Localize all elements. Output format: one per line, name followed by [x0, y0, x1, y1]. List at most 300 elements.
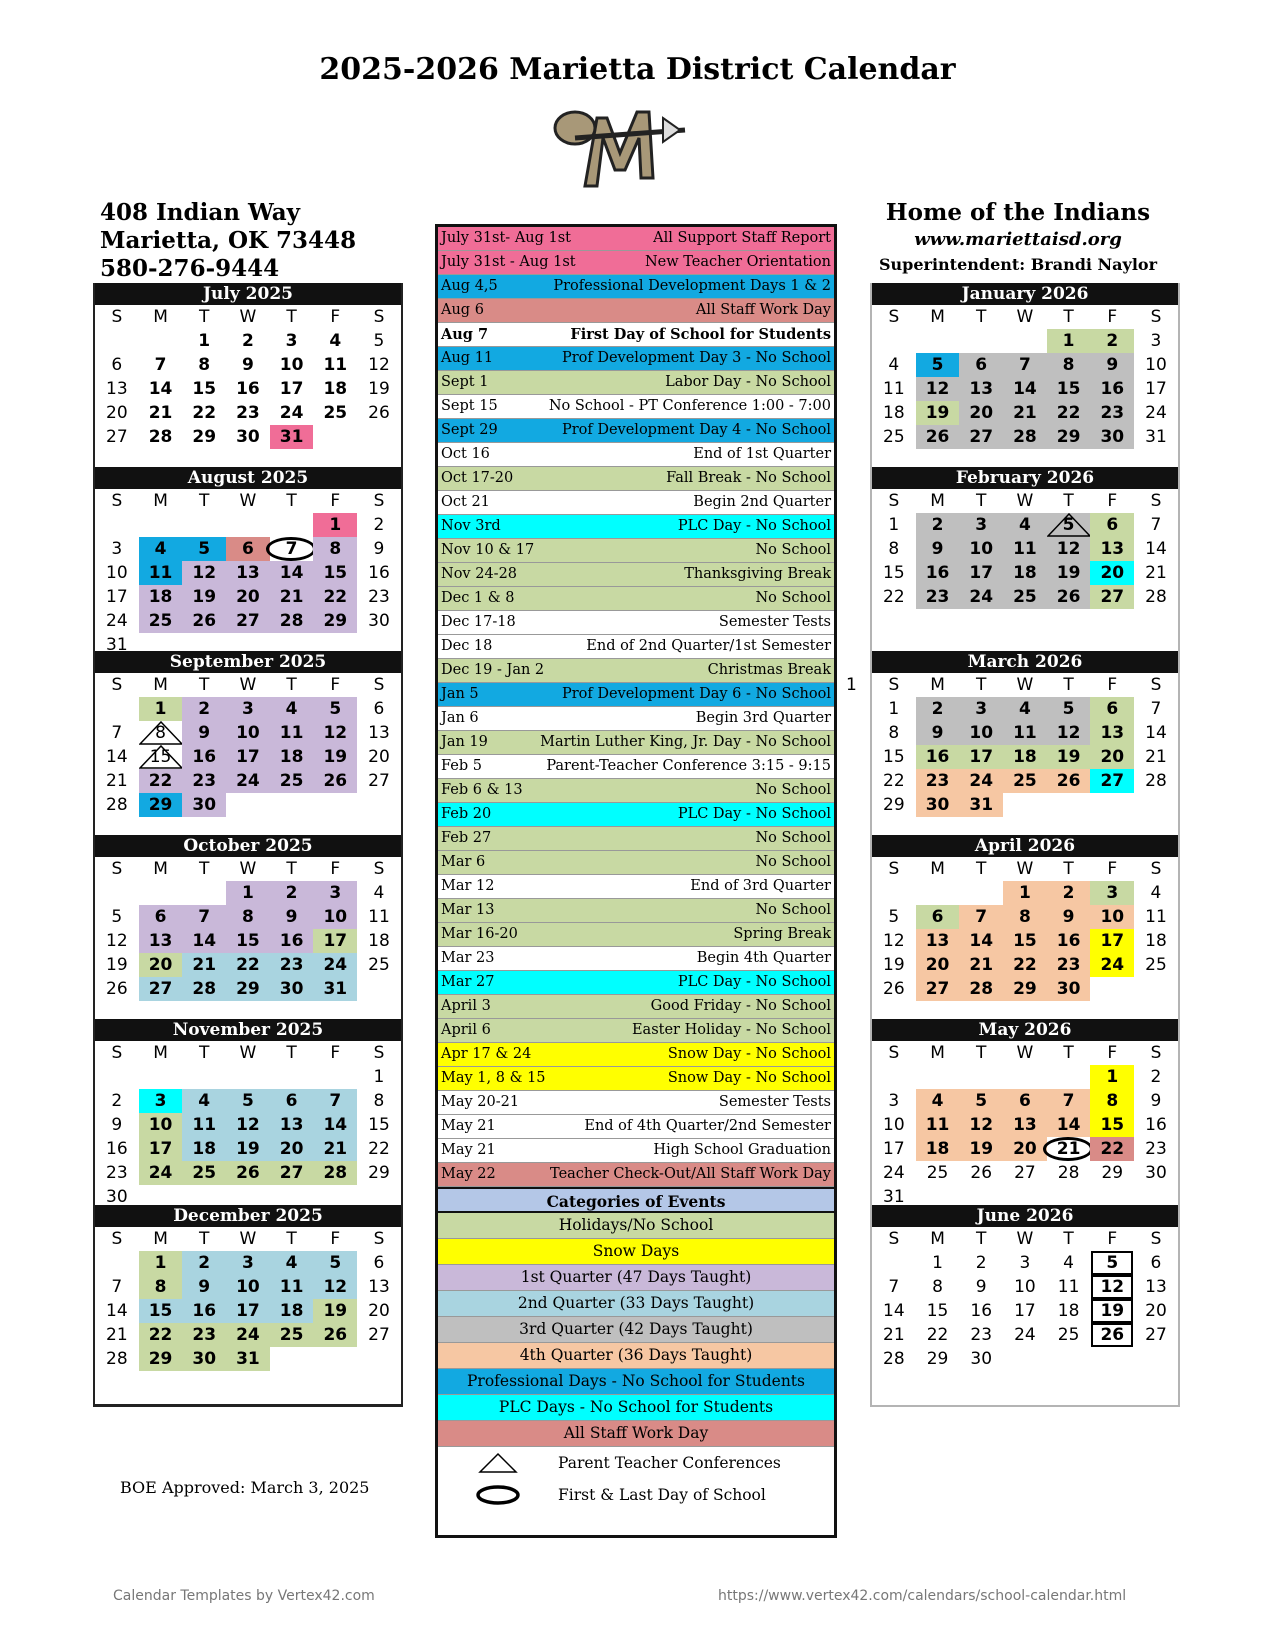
week-row	[872, 953, 1178, 977]
event-description: Semester Tests	[718, 1094, 831, 1110]
event-description: Fall Break - No School	[666, 470, 831, 486]
calendar-day: 24	[1145, 403, 1167, 423]
event-description: Begin 2nd Quarter	[693, 494, 831, 510]
calendar-day	[313, 793, 357, 817]
calendar-day: 24	[279, 403, 304, 423]
calendar-day: 3	[139, 1089, 183, 1113]
event-date: Aug 4,5	[441, 278, 498, 294]
calendar-day: 21	[182, 953, 226, 977]
event-description: Teacher Check-Out/All Staff Work Day	[550, 1166, 831, 1182]
weekday-label: T	[286, 675, 297, 695]
weekday-label: F	[1107, 491, 1118, 511]
calendar-day	[357, 977, 401, 1001]
calendar-day	[182, 513, 226, 537]
event-date: Mar 23	[441, 950, 495, 966]
month-header: June 2026	[872, 1205, 1178, 1227]
calendar-day: 28	[883, 1349, 905, 1369]
event-row	[438, 491, 834, 515]
calendar-day: 19	[313, 1299, 357, 1323]
calendar-day: 17	[226, 745, 270, 769]
week-row	[95, 1137, 401, 1161]
week-row	[95, 537, 401, 561]
event-description: Christmas Break	[707, 662, 831, 678]
calendar-day: 2	[241, 331, 254, 351]
calendar-day: 9	[241, 355, 254, 375]
weekday-label: M	[930, 307, 945, 327]
calendar-day: 14	[313, 1113, 357, 1137]
event-date: Mar 16-20	[441, 926, 518, 942]
calendar-day: 20	[226, 585, 270, 609]
calendar-day: 16	[1047, 929, 1091, 953]
calendar-day: 29	[1101, 1163, 1124, 1183]
calendar-day: 11	[270, 721, 314, 745]
calendar-day	[959, 881, 1003, 905]
category-legend-item: Professional Days - No School for Students	[438, 1369, 834, 1395]
calendar-day: 17	[1014, 1301, 1036, 1321]
event-row	[438, 899, 834, 923]
category-legend-item: 2nd Quarter (33 Days Taught)	[438, 1291, 834, 1317]
event-row	[438, 659, 834, 683]
calendar-day: 26	[916, 425, 960, 449]
event-row	[438, 299, 834, 323]
calendar-day: 1	[1047, 329, 1091, 353]
calendar-day: 22	[368, 1139, 390, 1159]
calendar-day: 23	[916, 769, 960, 793]
left-calendar-column	[93, 283, 403, 1407]
month-july-2025	[95, 283, 401, 449]
event-date: Nov 10 & 17	[441, 542, 535, 558]
week-row	[872, 537, 1178, 561]
month-june-2026	[872, 1205, 1178, 1371]
event-date: Feb 6 & 13	[441, 782, 523, 798]
calendar-day: 23	[1145, 1139, 1167, 1159]
calendar-day: 21	[1003, 401, 1047, 425]
event-date: Nov 3rd	[441, 518, 501, 534]
calendar-day: 28	[106, 1349, 128, 1369]
calendar-day: 14	[148, 379, 173, 399]
calendar-day	[1134, 1347, 1178, 1371]
calendar-day: 31	[313, 977, 357, 1001]
category-legend-item: All Staff Work Day	[438, 1421, 834, 1447]
weekday-label: S	[1150, 859, 1162, 879]
weekday-header	[872, 1041, 1178, 1065]
calendar-day: 12	[313, 1275, 357, 1299]
calendar-day: 29	[368, 1163, 390, 1183]
calendar-day: 3	[1150, 331, 1162, 351]
calendar-day: 13	[139, 929, 183, 953]
week-row	[872, 793, 1178, 817]
calendar-day: 17	[959, 745, 1003, 769]
calendar-day: 3	[111, 539, 123, 559]
weekday-header	[872, 1227, 1178, 1251]
home-of-the-indians: Home of the Indians	[885, 199, 1151, 226]
weekday-label: T	[286, 1043, 297, 1063]
weekday-label: M	[930, 491, 945, 511]
calendar-day: 2	[1090, 329, 1134, 353]
event-date: Dec 19 - Jan 2	[441, 662, 545, 678]
calendar-day: 5	[313, 697, 357, 721]
weekday-label: S	[373, 1043, 385, 1063]
week-row	[95, 1251, 401, 1275]
calendar-day: 24	[1014, 1325, 1036, 1345]
week-row	[95, 353, 401, 377]
weekday-label: M	[153, 491, 168, 511]
calendar-day: 21	[883, 1325, 905, 1345]
calendar-day: 16	[1090, 377, 1134, 401]
week-row	[872, 905, 1178, 929]
event-date: Mar 6	[441, 854, 486, 870]
calendar-day: 11	[1003, 537, 1047, 561]
calendar-day: 29	[926, 1349, 949, 1369]
event-description: Prof Development Day 3 - No School	[561, 350, 831, 366]
calendar-day: 30	[106, 1187, 128, 1207]
event-description: No School	[755, 590, 831, 606]
calendar-day: 6	[111, 355, 123, 375]
calendar-day	[872, 1065, 916, 1089]
calendar-day: 8	[1047, 353, 1091, 377]
calendar-day	[1047, 1347, 1091, 1371]
calendar-day: 26	[106, 979, 128, 999]
week-row	[872, 1323, 1178, 1347]
calendar-day: 5	[916, 353, 960, 377]
calendar-day	[357, 793, 401, 817]
month-header: January 2026	[872, 283, 1178, 305]
month-header: February 2026	[872, 467, 1178, 489]
calendar-day: 27	[106, 427, 128, 447]
event-date: Jan 19	[441, 734, 488, 750]
week-row	[95, 401, 401, 425]
weekday-label: W	[239, 491, 257, 511]
weekday-label: T	[199, 307, 210, 327]
calendar-day: 16	[236, 379, 260, 399]
weekday-label: T	[976, 307, 987, 327]
calendar-day: 5	[1090, 1251, 1134, 1275]
calendar-day	[357, 1347, 401, 1371]
weekday-label: T	[976, 1043, 987, 1063]
calendar-day: 1	[373, 1067, 385, 1087]
calendar-day: 5	[888, 907, 900, 927]
month-header: July 2025	[95, 283, 401, 305]
weekday-label: F	[330, 675, 341, 695]
calendar-day: 18	[270, 1299, 314, 1323]
weekday-label: T	[286, 859, 297, 879]
calendar-day: 24	[313, 953, 357, 977]
calendar-day: 23	[1090, 401, 1134, 425]
calendar-day	[139, 1065, 183, 1089]
event-description: End of 2nd Quarter/1st Semester	[586, 638, 831, 654]
event-description: All Support Staff Report	[653, 230, 831, 246]
calendar-day: 22	[192, 403, 217, 423]
calendar-day: 1	[313, 513, 357, 537]
weekday-label: S	[373, 1229, 385, 1249]
address-phone: 580-276-9444	[100, 255, 280, 282]
event-row	[438, 875, 834, 899]
calendar-day: 3	[888, 1091, 900, 1111]
calendar-day: 21	[270, 585, 314, 609]
calendar-day: 29	[1047, 425, 1091, 449]
calendar-day: 23	[106, 1163, 128, 1183]
category-legend-item: PLC Days - No School for Students	[438, 1395, 834, 1421]
calendar-day: 9	[1047, 905, 1091, 929]
calendar-day	[182, 881, 226, 905]
calendar-day: 10	[1090, 905, 1134, 929]
calendar-day	[916, 881, 960, 905]
calendar-day: 21	[106, 771, 128, 791]
calendar-day: 13	[226, 561, 270, 585]
calendar-day: 7	[1150, 515, 1162, 535]
weekday-label: W	[239, 675, 257, 695]
weekday-label: T	[286, 491, 297, 511]
weekday-label: T	[286, 307, 297, 327]
event-row	[438, 1019, 834, 1043]
calendar-day: 1	[888, 515, 900, 535]
weekday-label: W	[239, 1229, 257, 1249]
calendar-day: 12	[1090, 1275, 1134, 1299]
calendar-day: 7	[313, 1089, 357, 1113]
calendar-day: 24	[883, 1163, 905, 1183]
calendar-day	[313, 425, 357, 449]
calendar-day	[916, 329, 960, 353]
calendar-day	[1090, 977, 1134, 1001]
event-description: Labor Day - No School	[665, 374, 831, 390]
calendar-day: 14	[1003, 377, 1047, 401]
event-row	[438, 347, 834, 371]
calendar-day: 1	[226, 881, 270, 905]
calendar-day: 20	[106, 403, 128, 423]
calendar-day	[1003, 329, 1047, 353]
category-legend-item: Snow Days	[438, 1239, 834, 1265]
calendar-day	[872, 881, 916, 905]
calendar-day: 18	[139, 585, 183, 609]
event-date: Feb 5	[441, 758, 482, 774]
week-row	[95, 1323, 401, 1347]
week-row	[95, 1347, 401, 1371]
week-row	[872, 1089, 1178, 1113]
event-description: First Day of School for Students	[570, 326, 831, 343]
weekday-header	[872, 489, 1178, 513]
calendar-day: 25	[926, 1163, 949, 1183]
weekday-label: W	[239, 859, 257, 879]
calendar-day: 9	[373, 539, 385, 559]
event-description: No School	[755, 902, 831, 918]
calendar-day: 12	[368, 355, 390, 375]
week-row	[95, 697, 401, 721]
calendar-day: 28	[106, 795, 128, 815]
calendar-day: 31	[959, 793, 1003, 817]
calendar-day: 23	[1047, 953, 1091, 977]
month-header: December 2025	[95, 1205, 401, 1227]
weekday-label: T	[199, 1229, 210, 1249]
weekday-label: T	[1063, 859, 1074, 879]
event-row	[438, 827, 834, 851]
calendar-day	[1090, 1347, 1134, 1371]
calendar-day: 18	[368, 931, 390, 951]
event-row	[438, 731, 834, 755]
calendar-day: 23	[182, 1323, 226, 1347]
calendar-day: 16	[182, 745, 226, 769]
website-link[interactable]: www.mariettaisd.org	[914, 229, 1122, 250]
calendar-day: 22	[926, 1325, 949, 1345]
event-date: July 31st- Aug 1st	[441, 230, 572, 246]
event-description: New Teacher Orientation	[644, 254, 831, 270]
categories-header: Categories of Events	[438, 1187, 834, 1213]
week-row	[872, 585, 1178, 609]
calendar-day: 26	[368, 403, 390, 423]
calendar-day	[139, 881, 183, 905]
event-date: May 20-21	[441, 1094, 520, 1110]
calendar-day: 4	[373, 883, 385, 903]
event-description: Spring Break	[733, 926, 831, 942]
calendar-day: 21	[1047, 1137, 1091, 1161]
calendar-day: 29	[226, 977, 270, 1001]
event-date: Dec 17-18	[441, 614, 516, 630]
calendar-day: 4	[329, 331, 342, 351]
event-description: Snow Day - No School	[667, 1070, 831, 1086]
calendar-day	[1003, 1065, 1047, 1089]
event-date: May 21	[441, 1142, 496, 1158]
superintendent: Superintendent: Brandi Naylor	[878, 255, 1158, 274]
week-row	[872, 977, 1178, 1001]
calendar-day	[270, 1065, 314, 1089]
calendar-day	[959, 1065, 1003, 1089]
event-description: End of 1st Quarter	[693, 446, 831, 462]
weekday-header	[872, 857, 1178, 881]
calendar-day	[959, 329, 1003, 353]
calendar-day	[139, 513, 183, 537]
calendar-day	[1090, 793, 1134, 817]
weekday-label: S	[888, 859, 900, 879]
calendar-day: 6	[226, 537, 270, 561]
calendar-day: 15	[883, 747, 905, 767]
calendar-day: 3	[226, 697, 270, 721]
calendar-day: 25	[368, 955, 390, 975]
weekday-label: T	[286, 1229, 297, 1249]
address-street: 408 Indian Way	[100, 199, 301, 226]
calendar-day: 28	[1003, 425, 1047, 449]
weekday-label: S	[888, 1043, 900, 1063]
event-row	[438, 635, 834, 659]
calendar-day: 13	[1090, 537, 1134, 561]
calendar-day: 24	[226, 769, 270, 793]
calendar-day: 4	[1063, 1253, 1074, 1273]
calendar-day: 27	[959, 425, 1003, 449]
calendar-day: 27	[1014, 1163, 1036, 1183]
event-description: No School - PT Conference 1:00 - 7:00	[548, 398, 831, 414]
week-row	[95, 1089, 401, 1113]
calendar-day: 13	[368, 723, 390, 743]
calendar-day: 2	[373, 515, 385, 535]
calendar-day: 14	[1047, 1113, 1091, 1137]
week-row	[95, 1065, 401, 1089]
boe-approved: BOE Approved: March 3, 2025	[120, 1478, 370, 1497]
calendar-day: 19	[883, 955, 905, 975]
calendar-day: 17	[1145, 379, 1167, 399]
calendar-day: 26	[226, 1161, 270, 1185]
event-date: Dec 1 & 8	[441, 590, 515, 606]
calendar-day: 21	[106, 1325, 128, 1345]
calendar-day: 19	[916, 401, 960, 425]
weekday-label: S	[888, 1229, 900, 1249]
weekday-header	[872, 305, 1178, 329]
weekday-label: S	[888, 307, 900, 327]
month-header: August 2025	[95, 467, 401, 489]
calendar-day: 9	[270, 905, 314, 929]
weekday-label: W	[239, 307, 257, 327]
calendar-day	[1003, 1347, 1047, 1371]
week-row	[95, 513, 401, 537]
calendar-day: 9	[1150, 1091, 1162, 1111]
weekday-label: T	[199, 1043, 210, 1063]
calendar-day: 2	[1150, 1067, 1162, 1087]
footer-credit[interactable]: Calendar Templates by Vertex42.com	[113, 1588, 375, 1604]
calendar-day: 4	[1003, 513, 1047, 537]
event-row	[438, 443, 834, 467]
calendar-day: 26	[1047, 769, 1091, 793]
calendar-day: 24	[226, 1323, 270, 1347]
calendar-day: 26	[883, 979, 905, 999]
week-row	[95, 769, 401, 793]
calendar-day: 6	[1003, 1089, 1047, 1113]
calendar-day: 7	[111, 723, 123, 743]
week-row	[872, 329, 1178, 353]
calendar-day: 7	[959, 905, 1003, 929]
event-date: Aug 11	[441, 350, 494, 366]
week-row	[872, 377, 1178, 401]
calendar-day: 4	[888, 355, 900, 375]
weekday-label: W	[1016, 307, 1034, 327]
calendar-day: 6	[959, 353, 1003, 377]
weekday-label: M	[153, 1229, 168, 1249]
weekday-label: T	[1063, 675, 1074, 695]
calendar-day	[226, 793, 270, 817]
weekday-label: S	[111, 307, 123, 327]
weekday-label: F	[330, 859, 341, 879]
event-description: No School	[755, 830, 831, 846]
event-row	[438, 1139, 834, 1163]
footer-url[interactable]: https://www.vertex42.com/calendars/school-calendar.html	[718, 1588, 1127, 1604]
weekday-label: T	[1063, 491, 1074, 511]
calendar-day: 20	[1003, 1137, 1047, 1161]
calendar-day: 1	[198, 331, 211, 351]
weekday-label: W	[239, 1043, 257, 1063]
calendar-day: 1	[139, 697, 183, 721]
calendar-day: 28	[148, 427, 173, 447]
calendar-day: 14	[883, 1301, 905, 1321]
calendar-day: 8	[139, 1275, 183, 1299]
calendar-day: 13	[959, 377, 1003, 401]
calendar-day: 15	[1047, 377, 1091, 401]
calendar-day: 8	[1090, 1089, 1134, 1113]
event-row	[438, 227, 834, 251]
calendar-day: 27	[139, 977, 183, 1001]
weekday-label: M	[930, 675, 945, 695]
calendar-day: 14	[106, 1301, 128, 1321]
event-row	[438, 587, 834, 611]
calendar-day: 11	[182, 1113, 226, 1137]
calendar-day: 19	[226, 1137, 270, 1161]
event-description: PLC Day - No School	[677, 806, 831, 822]
calendar-day: 10	[883, 1115, 905, 1135]
calendar-day: 23	[270, 953, 314, 977]
event-row	[438, 395, 834, 419]
calendar-day: 2	[182, 1251, 226, 1275]
weekday-label: S	[888, 675, 900, 695]
calendar-day: 25	[1003, 769, 1047, 793]
calendar-day: 4	[139, 537, 183, 561]
event-row	[438, 1115, 834, 1139]
event-date: April 3	[441, 998, 491, 1014]
calendar-day: 12	[106, 931, 128, 951]
